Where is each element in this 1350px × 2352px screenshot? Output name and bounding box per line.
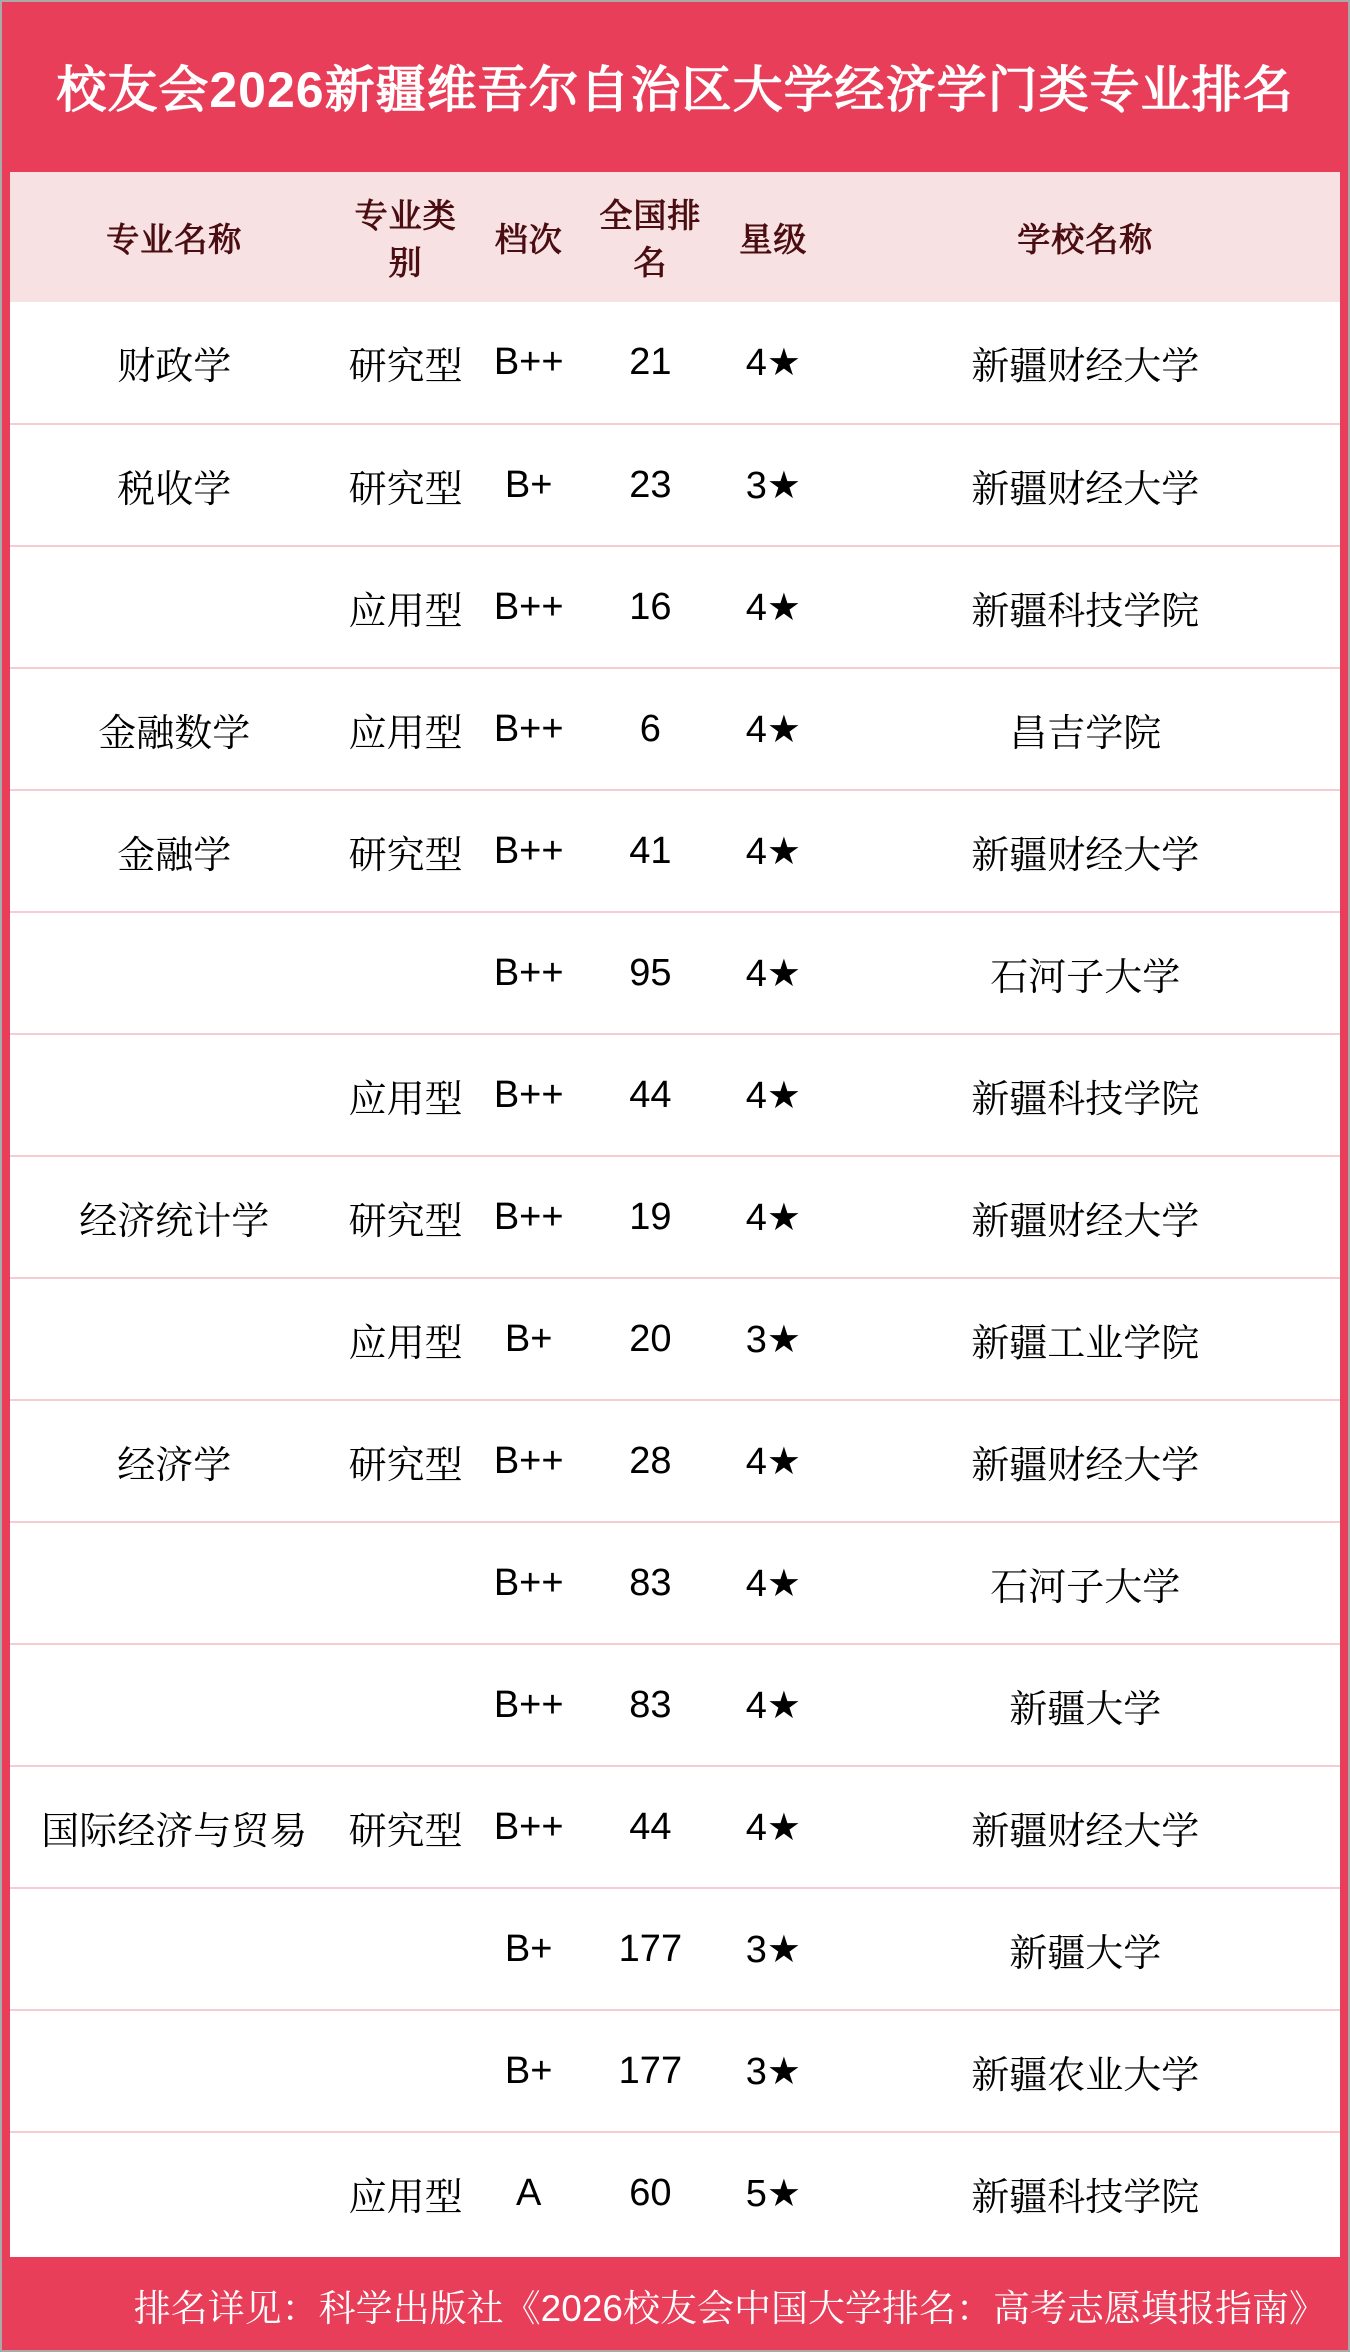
table-row: [10, 1034, 1340, 1156]
cell-star-level: 3★: [716, 1888, 830, 2010]
table-row: [10, 668, 1340, 790]
footer-note: 排名详见：科学出版社《2026校友会中国大学排名：高考志愿填报指南》: [133, 2287, 1326, 2329]
cell-school-name: 新疆科技学院: [831, 2132, 1340, 2254]
cell-major-name: [10, 1888, 339, 2010]
cell-star-level: 4★: [716, 1644, 830, 1766]
cell-major-name: 金融数学: [10, 668, 339, 790]
cell-major-type: [339, 1644, 473, 1766]
cell-major-name: 财政学: [117, 346, 232, 388]
footer-band: [0, 2257, 1350, 2352]
cell-national-rank: 41: [585, 790, 717, 912]
table-row: [10, 1644, 1340, 1766]
cell-major-name: [10, 1034, 339, 1156]
cell-major-name: [10, 546, 339, 668]
cell-school-name: 新疆科技学院: [831, 546, 1340, 668]
cell-major-type: 应用型: [339, 2132, 473, 2254]
cell-star-level: 4★: [716, 1034, 830, 1156]
cell-school-name: 新疆工业学院: [831, 1278, 1340, 1400]
cell-major-name: [10, 912, 339, 1034]
cell-major-type: 研究型: [348, 346, 463, 388]
cell-national-rank: 6: [585, 668, 717, 790]
cell-school-name: 新疆农业大学: [831, 2010, 1340, 2132]
cell-grade: B+: [473, 2010, 585, 2132]
cell-national-rank: 177: [585, 2010, 717, 2132]
cell-school-name: 石河子大学: [831, 912, 1340, 1034]
col-header-star-level: 星级: [739, 220, 808, 258]
cell-major-name: 金融学: [10, 790, 339, 912]
cell-national-rank: 95: [585, 912, 717, 1034]
cell-star-level: 4★: [745, 342, 801, 384]
cell-major-type: [339, 912, 473, 1034]
table-row: [10, 1400, 1340, 1522]
col-header-grade: 档次: [494, 220, 563, 258]
cell-school-name: 新疆大学: [831, 1644, 1340, 1766]
cell-star-level: 4★: [716, 790, 830, 912]
cell-national-rank: 83: [585, 1644, 717, 1766]
cell-major-name: 国际经济与贸易: [10, 1766, 339, 1888]
table-row: [10, 1156, 1340, 1278]
col-header-major-name: 专业名称: [106, 220, 243, 258]
cell-major-name: [10, 1278, 339, 1400]
table-row: [10, 424, 1340, 546]
cell-school-name: 新疆财经大学: [831, 790, 1340, 912]
cell-major-type: 研究型: [339, 1766, 473, 1888]
table-row: [10, 1278, 1340, 1400]
table-row: [10, 1766, 1340, 1888]
cell-national-rank: 28: [585, 1400, 717, 1522]
cell-grade: B++: [473, 1034, 585, 1156]
cell-star-level: 4★: [716, 1156, 830, 1278]
cell-national-rank: 60: [585, 2132, 717, 2254]
table-row: [10, 790, 1340, 912]
cell-national-rank: 20: [585, 1278, 717, 1400]
cell-school-name: 新疆财经大学: [831, 424, 1340, 546]
cell-major-name: [10, 1522, 339, 1644]
page-title: 校友会2026新疆维吾尔自治区大学经济学门类专业排名: [56, 62, 1294, 118]
cell-grade: B++: [473, 1522, 585, 1644]
cell-star-level: 5★: [716, 2132, 830, 2254]
cell-school-name: 昌吉学院: [831, 668, 1340, 790]
ranking-table: [10, 172, 1340, 2254]
cell-school-name: 新疆财经大学: [971, 346, 1200, 388]
cell-grade: B++: [473, 1400, 585, 1522]
cell-major-type: 研究型: [339, 1156, 473, 1278]
cell-major-name: 税收学: [10, 424, 339, 546]
cell-major-name: [10, 2132, 339, 2254]
cell-major-type: 应用型: [339, 1034, 473, 1156]
cell-grade: B+: [473, 1888, 585, 2010]
cell-star-level: 4★: [716, 546, 830, 668]
table-row: [10, 2010, 1340, 2132]
cell-major-type: 应用型: [339, 668, 473, 790]
ranking-table-card: [10, 172, 1340, 2257]
cell-grade: B++: [473, 912, 585, 1034]
cell-major-type: 研究型: [339, 424, 473, 546]
cell-star-level: 4★: [716, 1766, 830, 1888]
cell-major-type: 应用型: [339, 1278, 473, 1400]
cell-national-rank: 16: [585, 546, 717, 668]
cell-star-level: 4★: [716, 668, 830, 790]
cell-major-name: 经济统计学: [10, 1156, 339, 1278]
col-header-national-rank: 全国排名: [599, 197, 702, 281]
cell-national-rank: 21: [629, 341, 672, 383]
cell-grade: B+: [473, 1278, 585, 1400]
cell-national-rank: 177: [585, 1888, 717, 2010]
cell-star-level: 3★: [716, 1278, 830, 1400]
cell-major-type: 应用型: [339, 546, 473, 668]
cell-grade: A: [473, 2132, 585, 2254]
cell-grade: B++: [493, 341, 564, 383]
col-header-school-name: 学校名称: [1017, 220, 1154, 258]
cell-school-name: 新疆财经大学: [831, 1156, 1340, 1278]
cell-national-rank: 44: [585, 1766, 717, 1888]
cell-star-level: 4★: [716, 1400, 830, 1522]
cell-grade: B+: [473, 424, 585, 546]
cell-star-level: 3★: [716, 424, 830, 546]
cell-national-rank: 44: [585, 1034, 717, 1156]
cell-school-name: 石河子大学: [831, 1522, 1340, 1644]
cell-major-name: 经济学: [10, 1400, 339, 1522]
table-row: [10, 1888, 1340, 2010]
cell-major-name: [10, 1644, 339, 1766]
cell-school-name: 新疆大学: [831, 1888, 1340, 2010]
table-row: [10, 546, 1340, 668]
cell-national-rank: 19: [585, 1156, 717, 1278]
table-row: [10, 2132, 1340, 2254]
cell-major-type: [339, 1522, 473, 1644]
cell-major-name: [10, 2010, 339, 2132]
table-body: [10, 302, 1340, 2254]
cell-grade: B++: [473, 1644, 585, 1766]
cell-star-level: 4★: [716, 912, 830, 1034]
cell-major-type: 研究型: [339, 790, 473, 912]
table-header-row: [10, 172, 1340, 302]
col-header-major-type: 专业类别: [354, 197, 457, 281]
cell-school-name: 新疆科技学院: [831, 1034, 1340, 1156]
cell-national-rank: 83: [585, 1522, 717, 1644]
cell-school-name: 新疆财经大学: [831, 1400, 1340, 1522]
cell-grade: B++: [473, 668, 585, 790]
table-row: [10, 302, 1340, 424]
table-row: [10, 912, 1340, 1034]
cell-grade: B++: [473, 546, 585, 668]
cell-grade: B++: [473, 790, 585, 912]
cell-major-type: [339, 1888, 473, 2010]
cell-major-type: 研究型: [339, 1400, 473, 1522]
cell-grade: B++: [473, 1766, 585, 1888]
cell-star-level: 3★: [716, 2010, 830, 2132]
cell-major-type: [339, 2010, 473, 2132]
cell-star-level: 4★: [716, 1522, 830, 1644]
title-band: [0, 0, 1350, 172]
cell-school-name: 新疆财经大学: [831, 1766, 1340, 1888]
table-row: [10, 1522, 1340, 1644]
cell-national-rank: 23: [585, 424, 717, 546]
cell-grade: B++: [473, 1156, 585, 1278]
